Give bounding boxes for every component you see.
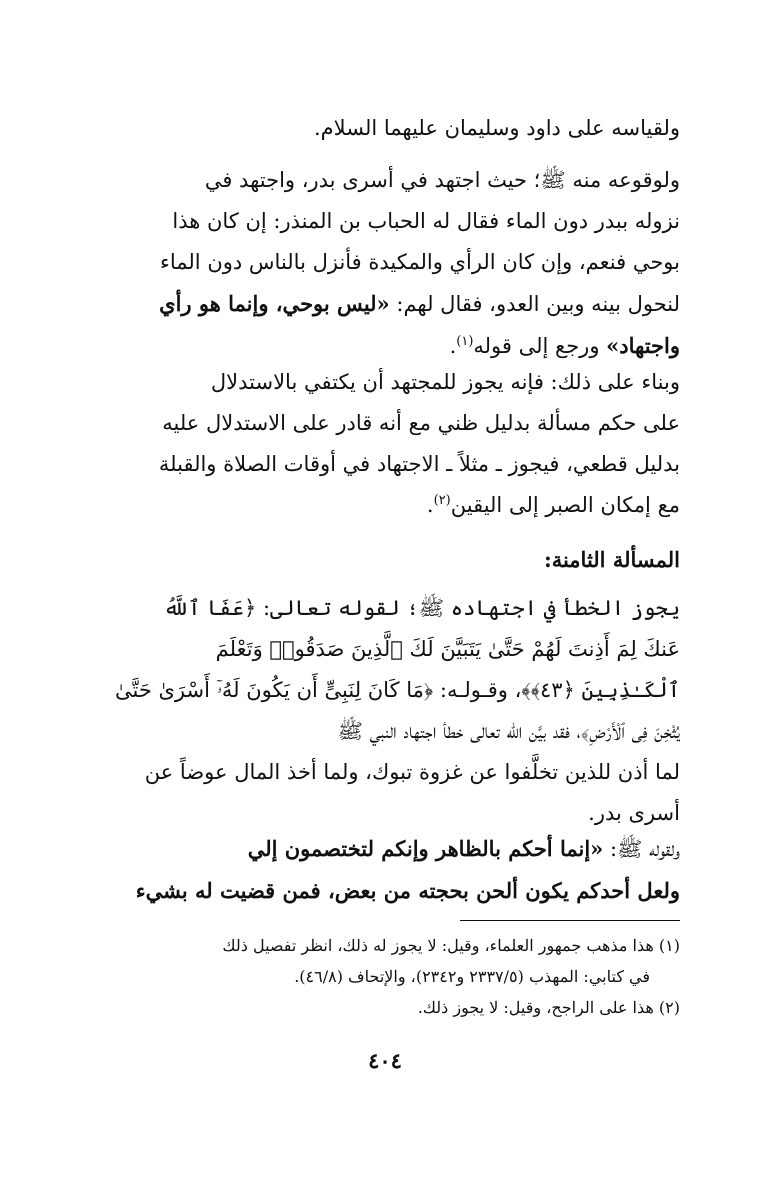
- footnotes: [90, 930, 680, 1023]
- paragraph-3-line-3: بدليل قطعي، فيجوز ـ مثلاً ـ الاجتهاد في أوقات الصلاة والقبلة: [158, 452, 680, 476]
- paragraph-4-line-4: يُثْخِنَ فِى ٱلْأَرْضِ﴾، فقد بيَّن الله تعالى خطأ اجتهاد النبي ﷺ: [337, 719, 680, 743]
- page-number: ٤٠٤: [368, 1048, 402, 1073]
- footnote-1-line-1: (١) هذا مذهب جمهور العلماء، وقيل: لا يجوز له ذلك، انظر تفصيل ذلك: [222, 936, 680, 955]
- paragraph-4-line-1: يجوز الخطأ في اجتهاده ﷺ؛ لقوله تعالى: ﴿عَفَا ٱللَّهُ: [163, 596, 680, 620]
- footnote-marker-1: (١): [456, 334, 474, 349]
- paragraph-2-line-5: [90, 325, 680, 367]
- paragraph-3-line-2: على حكم مسألة بدليل ظني مع أنه قادر على الاستدلال عليه: [162, 411, 680, 435]
- paragraph-2-line-1: ولوقوعه منه ﷺ؛ حيث اجتهد في أسرى بدر، واجتهد في: [204, 168, 680, 192]
- paragraph-4-line-6: أسرى بدر.: [588, 801, 680, 825]
- paragraph-2-line-3: بوحي فنعم، وإن كان الرأي والمكيدة فأنزل بالناس دون الماء: [160, 250, 680, 274]
- paragraph-5-line-1: [90, 828, 680, 870]
- paragraph-5: [90, 828, 680, 911]
- paragraph-3-line-4-text: مع إمكان الصبر إلى اليقين: [450, 493, 680, 517]
- paragraph-2-line-5-text: ورجع إلى قوله: [473, 334, 607, 358]
- paragraph-2-line-4-text: لنحول بينه وبين العدو، فقال لهم:: [396, 292, 680, 316]
- footnote-1-line-2: في كتابي: المهذب (٢٣٣٧/٥ و٢٣٤٢)، والإتحاف (٤٦/٨).: [294, 967, 650, 986]
- hadith-quote-2-part-2: ولعل أحدكم يكون ألحن بحجته من بعض، فمن قضيت له بشيء: [135, 878, 680, 903]
- paragraph-4: [90, 588, 680, 834]
- paragraph-3-line-4: [90, 485, 680, 526]
- hadith-quote-2-part-1: «إنما أحكم بالظاهر وإنكم لتختصمون إلي: [247, 836, 604, 861]
- section-heading: المسألة الثامنة:: [543, 547, 680, 572]
- paragraph-3-line-1: وبناء على ذلك: فإنه يجوز للمجتهد أن يكتفي بالاستدلال: [210, 370, 680, 394]
- paragraph-1: [90, 108, 680, 149]
- paragraph-2-line-4: [90, 283, 680, 325]
- paragraph-4-line-5: لما أذن للذين تخلَّفوا عن غزوة تبوك، ولما أخذ المال عوضاً عن: [144, 760, 680, 784]
- paragraph-1-line-1: ولقياسه على داود وسليمان عليهما السلام.: [314, 116, 680, 140]
- paragraph-3-end: .: [426, 493, 434, 517]
- paragraph-4-line-3: ٱلْكَـٰذِبِينَ ﴿٤٣﴾﴾، وقـولـه: ﴿مَا كَانَ لِنَبِىٍّ أَن يَكُونَ لَهُۥٓ أَسْرَىٰ حَتَّىٰ: [114, 678, 680, 702]
- paragraph-5-intro: ولقوله ﷺ:: [603, 837, 680, 861]
- footnote-divider: [460, 920, 680, 921]
- paragraph-2-end: .: [449, 334, 457, 358]
- paragraph-2-line-2: نزوله ببدر دون الماء فقال له الحباب بن المنذر: إن كان هذا: [172, 209, 680, 233]
- paragraph-4-line-2: عَنكَ لِمَ أَذِنتَ لَهُمْ حَتَّىٰ يَتَبَيَّنَ لَكَ ٱلَّذِينَ صَدَقُوا۟ وَتَعْلَمَ: [215, 637, 680, 661]
- footnote-2-line-1: (٢) هذا على الراجح، وقيل: لا يجوز ذلك.: [417, 998, 680, 1017]
- paragraph-2: [90, 160, 680, 367]
- hadith-quote-part-2: واجتهاد»: [606, 333, 680, 358]
- hadith-quote-part-1: «ليس بوحي، وإنما هو رأي: [159, 291, 390, 316]
- paragraph-3: [90, 362, 680, 526]
- footnote-marker-2: (٢): [433, 493, 451, 508]
